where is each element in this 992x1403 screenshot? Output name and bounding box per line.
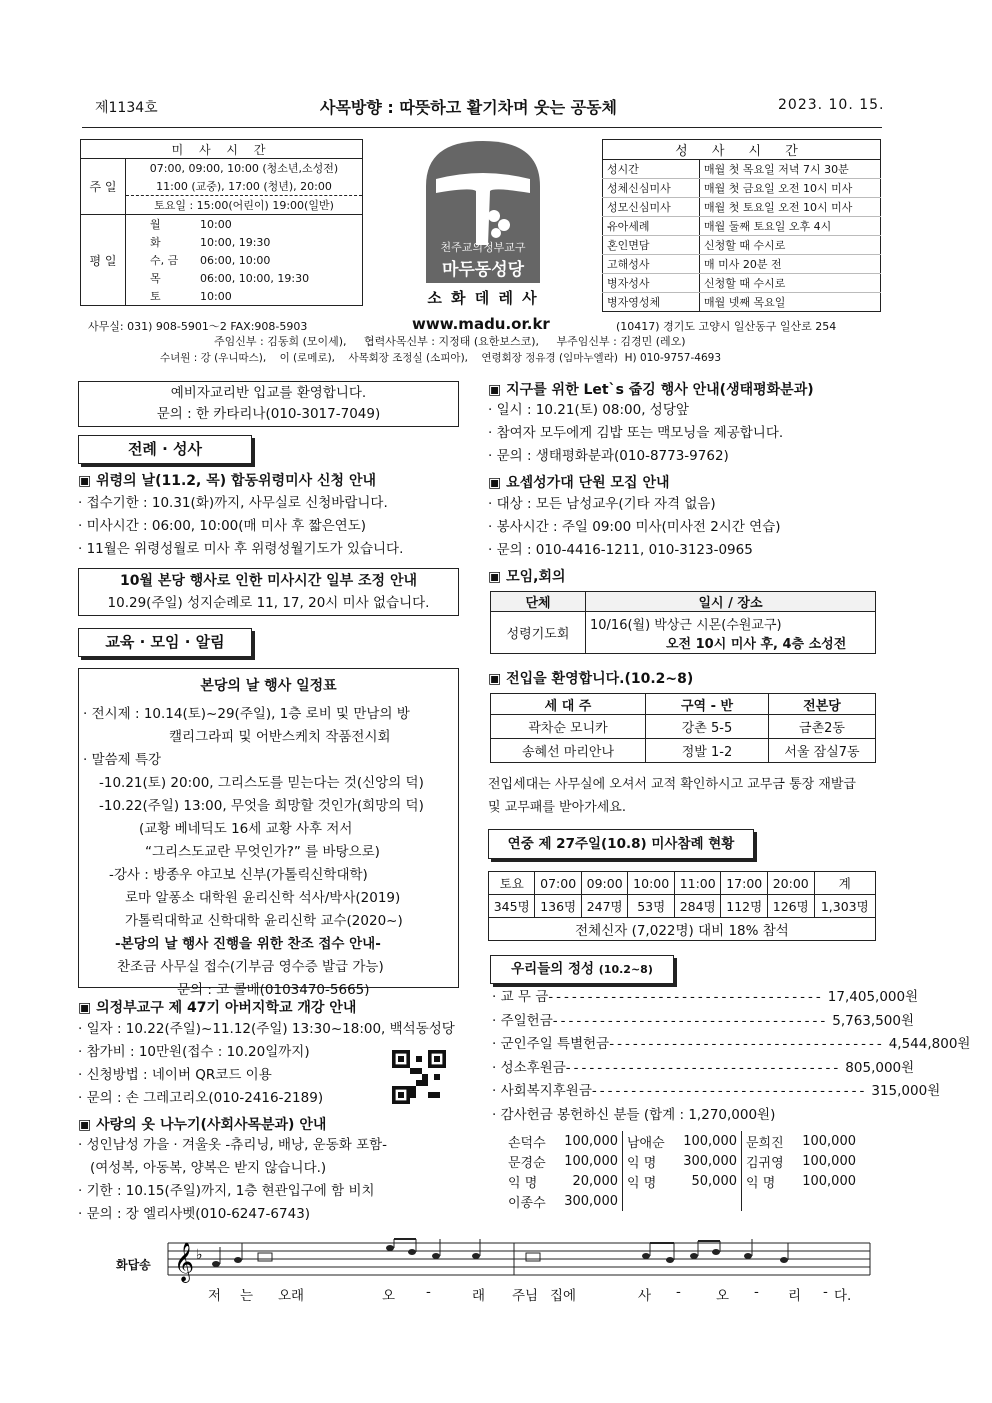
donor-name: 손덕수 [508,1135,546,1151]
offering-row: · 주일헌금 ----------------------------------- 5,763,500원 [492,1012,914,1029]
weekday-row: 화 10:00, 19:30 [150,236,271,249]
sacrament-name: 혼인면담 [603,236,700,255]
donor-row [504,1151,860,1171]
parish-logo [426,141,540,283]
donor-row [504,1131,860,1151]
newcomer-name: 송혜선 마리안나 [491,739,646,763]
attendance-summary: 전체신자 (7,022명) 대비 18% 참석 [489,918,876,941]
festival-line: · 말씀제 특강 [83,752,162,768]
donor-amount [675,1191,742,1211]
lyric-syllable: 저 [208,1288,222,1304]
sacraments-title: 성 사 시 간 [603,140,881,160]
donor-name: 김귀영 [746,1155,784,1171]
meetings-table [490,591,876,654]
donor-amount: 100,000 [802,1153,856,1169]
memorial-mass-title: ▣ 위령의 날(11.2, 목) 합동위령미사 신청 안내 [78,473,376,489]
liturgy-heading: 전례 · 성사 [78,435,252,464]
offerings-title: 우리들의 정성 [511,961,595,977]
sacrament-row [603,255,881,274]
attendance-count: 53명 [628,895,675,918]
welcome-line: 예비자교리반 입교를 환영합니다. [170,385,367,401]
offerings-list [492,986,971,1127]
lyric-syllable: 리 [788,1288,802,1304]
weekday-label: 평 일 [81,215,126,306]
lyric-syllable: 사 [638,1288,652,1304]
donor-name: 익 명 [746,1175,776,1191]
offering-row: · 군인주일 특별헌금 ----------------------------------- 4,544,800원 [492,1036,971,1052]
festival-line: 캘리그라피 및 어반스케치 작품전시회 [169,729,391,745]
donor-amount: 100,000 [802,1173,856,1189]
newcomer-zone: 정발 1-2 [646,739,769,763]
parish-address: (10417) 경기도 고양시 일산동구 일산로 254 [616,320,837,333]
newcomers-note-line: 및 교무패를 받아가세요. [488,800,626,815]
pastoral-motto: 사목방향 : 따뜻하고 활기차며 웃는 공동체 [320,98,618,117]
sacrament-name: 성체신심미사 [603,179,700,198]
newcomers-table [490,693,876,763]
lyric-syllable: 다. [834,1288,852,1304]
donor-row [504,1171,860,1191]
qr-code-icon[interactable] [392,1050,446,1104]
sacrament-time: 신청할 때 수시로 [700,274,881,293]
attendance-table [488,871,876,941]
donor-name: 문희진 [746,1135,784,1151]
attendance-header: 10:00 [628,872,675,895]
meeting-place: 오전 10시 미사 후, 4층 소성전 [666,636,847,652]
meeting-date: 10/16(월) 박상근 시몬(수원교구) [590,617,782,633]
table-row [491,739,876,763]
attendance-count: 345명 [489,895,535,918]
attendance-header: 07:00 [535,872,582,895]
donor-amount: 100,000 [802,1133,856,1149]
sharing-line: (여성복, 아동복, 양복은 받지 않습니다.) [90,1160,327,1176]
memorial-line: · 미사시간 : 06:00, 10:00(매 미사 후 짧은연도) [78,518,367,534]
newcomer-zone: 강촌 5-5 [646,715,769,739]
table-row [491,715,876,739]
lyric-syllable: 집에 [550,1288,577,1304]
father-school-line: · 일자 : 10.22(주일)~11.12(주일) 13:30~18:00, 백석동성당 [78,1021,455,1037]
offerings-period: (10.2~8) [598,963,653,976]
lyric-syllable: 주님 [512,1288,539,1304]
choir-line: · 문의 : 010-4416-1211, 010-3123-0965 [488,542,753,558]
mass-times-title: 미 사 시 간 [81,140,363,159]
sacrament-time: 신청할 때 수시로 [700,236,881,255]
parish-day-title: 본당의 날 행사 일정표 [200,678,337,694]
plogging-line: · 일시 : 10.21(토) 08:00, 성당앞 [488,402,689,418]
sacrament-row [603,236,881,255]
father-school-line: · 문의 : 손 그레고리오(010-2416-2189) [78,1090,324,1106]
bulletin-date: 2023. 10. 15. [778,97,885,113]
sharing-line: · 문의 : 장 엘리사벳(010-6247-6743) [78,1206,311,1222]
sacrament-time: 매 미사 20분 전 [700,255,881,274]
donor-name: 남애순 [627,1135,665,1151]
festival-line: (교황 베네딕도 16세 교황 사후 저서 [139,821,353,837]
meeting-group: 성령기도회 [491,612,586,654]
sacrament-row [603,217,881,236]
attendance-count: 136명 [535,895,582,918]
diocese-name: 천주교의정부교구 [440,241,526,254]
mass-times-table [80,139,363,306]
psalm-lyrics [168,1284,878,1304]
plogging-title: ▣ 지구를 위한 Let`s 줍깅 행사 안내(생태평화분과) [488,382,814,398]
weekday-row: 수, 금 06:00, 10:00 [150,254,271,267]
thanks-offering-title: · 감사헌금 봉헌하신 분들 (합계 : 1,270,000원) [492,1106,776,1123]
festival-line: 문의 : 고 콜베(0103470-5665) [177,982,370,998]
father-school-line: · 신청방법 : 네이버 QR코드 이용 [78,1067,272,1083]
welcome-contact: 문의 : 한 카타리나(010-3017-7049) [156,406,381,422]
sacrament-time: 매월 첫 목요일 저녁 7시 30분 [700,160,881,179]
psalm-label: 화답송 [116,1258,151,1272]
lyric-syllable: 오 [716,1288,730,1304]
staff-list: 수녀원 : 강 (우니따스), 이 (로메로), 사목회장 조정실 (소피아), 연령회장 정유경 (임마누엘라) H) 010-9757-4693 [160,352,722,364]
sacrament-name: 성시간 [603,160,700,179]
donor-name: 익 명 [627,1155,657,1171]
mass-adjust-box [78,568,459,616]
choir-line: · 대상 : 모든 남성교우(기타 자격 없음) [488,496,716,512]
festival-line: 찬조금 사무실 접수(기부금 영수증 발급 가능) [117,959,384,975]
education-heading: 교육 · 모임 · 알림 [78,628,252,657]
lyric-syllable: - [754,1284,759,1300]
psalm-score [168,1237,878,1291]
office-contact: 사무실: 031) 908-5901～2 FAX:908-5903 [88,320,308,333]
festival-line: -10.21(토) 20:00, 그리스도를 믿는다는 것(신앙의 덕) [99,775,424,791]
newcomers-note [488,773,856,819]
weekday-row: 토 10:00 [150,290,232,303]
donor-amount: 100,000 [675,1131,742,1151]
festival-line: · 전시제 : 10.14(토)~29(주일), 1층 로비 및 만남의 방 [83,706,410,722]
attendance-header: 20:00 [767,872,814,895]
donor-amount: 300,000 [675,1151,742,1171]
donor-name: 익 명 [627,1175,657,1191]
offering-row: · 교 무 금 ----------------------------------- 17,405,000원 [492,989,919,1005]
sacrament-row [603,179,881,198]
attendance-count: 1,303명 [814,895,876,918]
attendance-count: 247명 [581,895,628,918]
newcomers-header: 구역 - 반 [646,694,769,715]
sunday-label: 주 일 [81,159,126,215]
plogging-lines [488,399,783,468]
sacraments-table [602,139,881,312]
offerings-title-box [490,955,674,984]
sunday-times: 07:00, 09:00, 10:00 (청소년,소성전) [149,162,339,175]
meetings-header: 단체 [491,592,586,612]
meetings-header: 일시 / 장소 [586,592,876,612]
festival-line: 가톨릭대학교 신학대학 윤리신학 교수(2020~) [125,913,403,929]
sharing-line: · 성인남성 가을 · 겨울옷 -츄리닝, 배낭, 운동화 포함- [78,1137,388,1153]
newcomer-previous-parish: 서울 잠실7동 [769,739,876,763]
offering-row: · 사회복지후원금 ----------------------------------- 315,000원 [492,1083,941,1099]
attendance-header: 11:00 [674,872,721,895]
mass-adjust-line: 10.29(주일) 성지순례로 11, 17, 20시 미사 없습니다. [107,595,430,611]
donor-row [504,1191,860,1211]
sacrament-name: 성모신심미사 [603,198,700,217]
newcomer-name: 곽차순 모니카 [491,715,646,739]
father-school-title: ▣ 의정부교구 제 47기 아버지학교 개강 안내 [78,1000,357,1016]
lyric-syllable: - [823,1284,828,1300]
attendance-title: 연중 제 27주일(10.8) 미사참례 현황 [488,829,754,859]
donor-amount: 50,000 [675,1171,742,1191]
newcomers-title: ▣ 전입을 환영합니다.(10.2~8) [488,671,694,687]
attendance-count: 284명 [674,895,721,918]
sunday-times: 11:00 (교중), 17:00 (청년), 20:00 [126,177,363,196]
attendance-count: 126명 [767,895,814,918]
donor-amount: 100,000 [556,1151,623,1171]
memorial-mass-lines [78,492,403,561]
mass-adjust-title: 10월 본당 행사로 인한 미사시간 일부 조정 안내 [119,573,418,589]
donor-name [742,1191,795,1211]
sacrament-time: 매월 첫 금요일 오전 10시 미사 [700,179,881,198]
sacrament-time: 매월 둘째 토요일 오후 4시 [700,217,881,236]
festival-line: -본당의 날 행사 진행을 위한 찬조 접수 안내- [115,936,381,952]
attendance-header: 토요 [489,872,535,895]
svg-text:𝄞: 𝄞 [174,1242,195,1282]
attendance-count: 112명 [721,895,768,918]
sacrament-row [603,274,881,293]
sacrament-name: 병자영성체 [603,293,700,312]
donor-name: 문경순 [508,1155,546,1171]
choir-lines [488,493,781,562]
lyric-syllable: - [676,1284,681,1300]
sacrament-name: 병자성사 [603,274,700,293]
catechumen-welcome-box [78,381,459,427]
donor-name [623,1191,676,1211]
offering-row: · 성소후원금 ----------------------------------- 805,000원 [492,1059,915,1076]
music-staff-icon [168,1237,878,1287]
choir-title: ▣ 요셉성가대 단원 모집 안내 [488,475,670,491]
donor-amount: 300,000 [556,1191,623,1211]
donor-name: 익 명 [508,1175,538,1191]
donor-amount: 20,000 [556,1171,623,1191]
sacrament-name: 유아세례 [603,217,700,236]
father-school-line: · 참가비 : 10만원(접수 : 10.20일까지) [78,1044,310,1060]
sacrament-time: 매월 첫 토요일 오전 10시 미사 [700,198,881,217]
newcomer-previous-parish: 금촌2동 [769,715,876,739]
newcomers-header: 세 대 주 [491,694,646,715]
sacrament-row [603,160,881,179]
clothes-sharing-lines [78,1134,387,1226]
festival-line: -강사 : 방종우 야고보 신부(가톨릭신학대학) [109,867,368,883]
memorial-line: · 11월은 위령성월로 미사 후 위령성월기도가 있습니다. [78,541,404,557]
donor-amount [794,1191,860,1211]
festival-line: “그리스도교란 무엇인가?” 를 바탕으로) [145,844,380,860]
donor-table [504,1131,860,1211]
plogging-line: · 참여자 모두에게 김밥 또는 맥모닝을 제공합니다. [488,425,784,441]
issue-number: 제1134호 [95,100,158,116]
plogging-line: · 문의 : 생태평화분과(010-8773-9762) [488,448,729,464]
lyric-syllable: 오래 [278,1288,305,1304]
festival-line: 로마 알퐁소 대학원 윤리신학 석사/박사(2019) [125,890,401,906]
clothes-sharing-title: ▣ 사랑의 옷 나누기(사회사목분과) 안내 [78,1117,327,1133]
lyric-syllable: 는 [240,1288,254,1304]
parish-name: 마두동성당 [441,260,525,280]
attendance-header: 계 [814,872,876,895]
saturday-times: 토요일 : 15:00(어린이) 19:00(일반) [126,196,363,215]
festival-line: -10.22(주일) 13:00, 무엇을 희망할 것인가(희망의 덕) [99,798,424,814]
donor-name: 이종수 [508,1195,546,1211]
memorial-line: · 접수기한 : 10.31(화)까지, 사무실로 신청바랍니다. [78,495,388,511]
svg-text:♭: ♭ [196,1247,203,1263]
donor-amount: 100,000 [556,1131,623,1151]
newcomers-header: 전본당 [769,694,876,715]
sacrament-name: 고해성사 [603,255,700,274]
website-url[interactable]: www.madu.or.kr [412,315,550,333]
patron-saint: 소 화 데 레 사 [427,289,539,307]
sacrament-row [603,293,881,312]
newcomers-note-line: 전입세대는 사무실에 오셔서 교적 확인하시고 교무금 통장 재발급 [488,777,856,792]
weekday-row: 월 10:00 [150,218,232,231]
weekday-row: 목 06:00, 10:00, 19:30 [150,272,310,285]
sacrament-time: 매월 넷째 목요일 [704,296,786,309]
parish-day-schedule-box [78,668,459,998]
attendance-header: 17:00 [721,872,768,895]
sacrament-row [603,198,881,217]
lyric-syllable: - [426,1284,431,1300]
meetings-title: ▣ 모임,회의 [488,569,566,585]
lyric-syllable: 오 [382,1288,396,1304]
attendance-header: 09:00 [581,872,628,895]
choir-line: · 봉사시간 : 주일 09:00 미사(미사전 2시간 연습) [488,519,781,535]
lyric-syllable: 래 [472,1288,486,1304]
clergy-list: 주임신부 : 김동희 (모이세), 협력사목신부 : 지정태 (요한보스코), 부주임신부 : 김경민 (레오) [214,335,686,348]
sharing-line: · 기한 : 10.15(주일)까지, 1층 현관입구에 함 비치 [78,1183,375,1199]
